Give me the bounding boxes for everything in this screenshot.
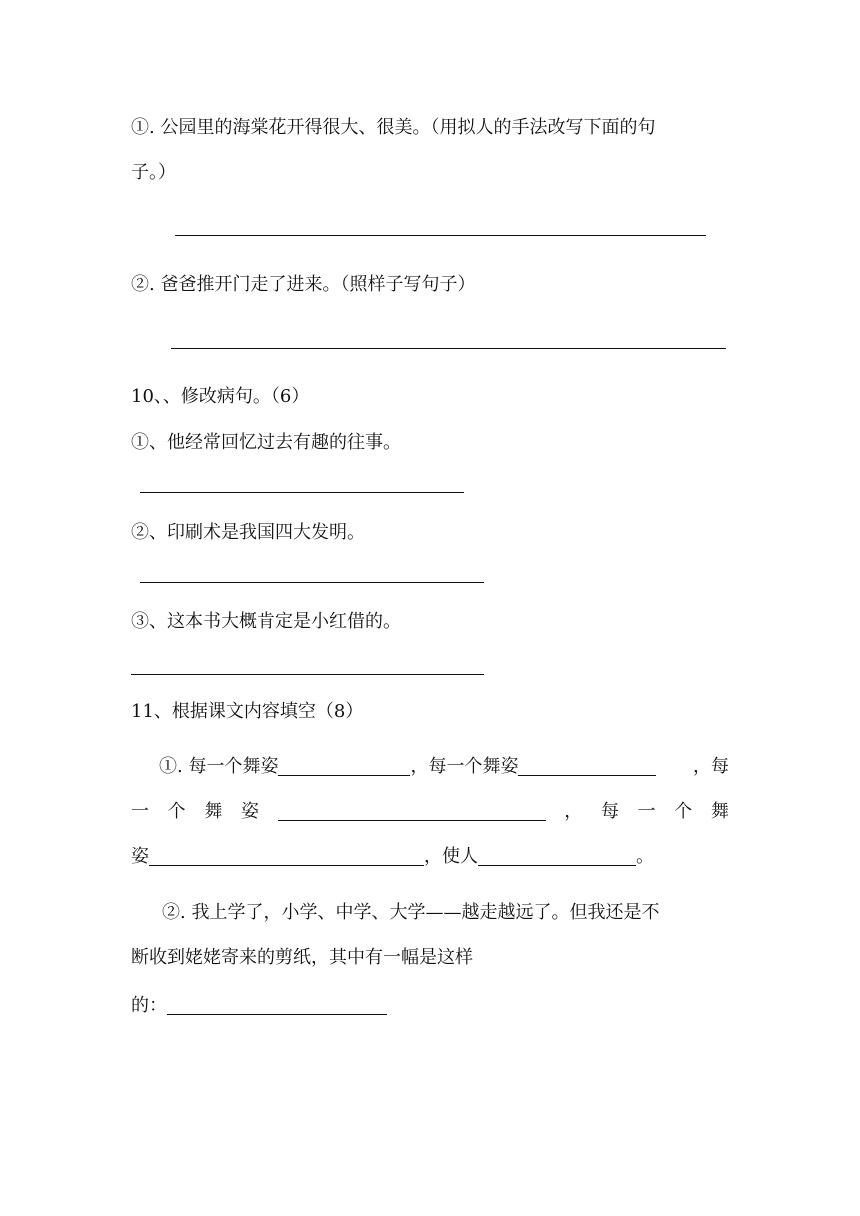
blank-2[interactable] [518, 755, 656, 776]
q11-p1-text-c: ，每 [693, 756, 729, 777]
q11-p2-line3 [131, 994, 387, 1018]
row2-char: 个 [167, 801, 186, 822]
blank-4[interactable] [149, 845, 424, 866]
row2-char: 每 [600, 801, 619, 822]
q11-p1-text-a: ①. 每一个舞姿 [159, 756, 279, 777]
rewrite-question-1-line2: 子。） [131, 162, 176, 183]
row2-char: 姿 [240, 801, 259, 822]
row2-char: 一 [131, 801, 149, 822]
answer-line-rewrite-1[interactable] [175, 235, 706, 236]
answer-line-q10-2[interactable] [140, 582, 484, 583]
rewrite-question-2: ②. 爸爸推开门走了进来。（照样子写句子） [131, 274, 476, 295]
answer-line-q10-3[interactable] [131, 674, 484, 675]
row2-char: 个 [674, 801, 693, 822]
q11-p2-line3-text: 的： [131, 995, 167, 1016]
q11-p2-line2: 断收到姥姥寄来的剪纸，其中有一幅是这样 [131, 947, 473, 968]
row2-char: 一 [637, 801, 656, 822]
q11-p1-row3 [131, 845, 654, 869]
q11-p1-row1 [131, 755, 729, 779]
q11-p1-text-b: ，每一个舞姿 [410, 756, 519, 777]
question-10-title: 10、、修改病句。（6） [131, 386, 310, 407]
question-11-title: 11、根据课文内容填空（8） [131, 701, 364, 722]
question-10-item-1: ①、他经常回忆过去有趣的往事。 [131, 432, 401, 453]
row2-char: 舞 [710, 801, 729, 822]
q11-p2-line1: ②. 我上学了，小学、中学、大学——越走越远了。但我还是不 [162, 902, 660, 923]
question-10-item-3: ③、这本书大概肯定是小红借的。 [131, 611, 401, 632]
answer-line-q10-1[interactable] [140, 492, 464, 493]
q11-p1-row2 [131, 800, 729, 824]
question-10-item-2: ②、印刷术是我国四大发明。 [131, 522, 365, 543]
blank-3[interactable] [278, 800, 546, 821]
row2-sep: ， [564, 801, 583, 822]
rewrite-question-1-line1: ①. 公园里的海棠花开得很大、很美。（用拟人的手法改写下面的句 [131, 117, 656, 138]
answer-line-rewrite-2[interactable] [171, 348, 726, 349]
row2-char: 舞 [204, 801, 223, 822]
q11-p1-row3-b: ，使人 [424, 846, 478, 867]
blank-5[interactable] [478, 845, 636, 866]
q11-p1-row3-a: 姿 [131, 846, 149, 867]
blank-1[interactable] [278, 755, 410, 776]
q11-p1-row3-end: 。 [636, 846, 654, 867]
blank-6[interactable] [167, 994, 387, 1015]
